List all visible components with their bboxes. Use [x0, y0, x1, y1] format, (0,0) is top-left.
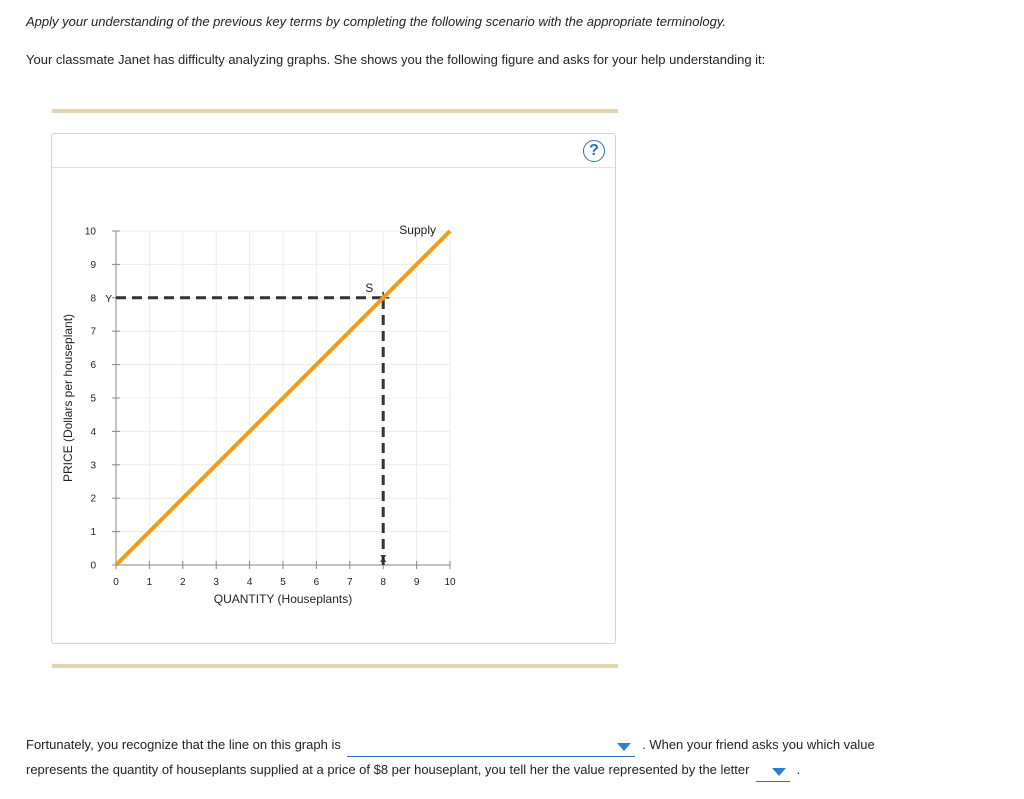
chart-labels [61, 223, 456, 606]
y-tick-label: 1 [90, 527, 96, 539]
line-type-dropdown[interactable] [347, 738, 635, 757]
graph-panel [51, 133, 616, 644]
y-tick-label: 5 [90, 393, 96, 405]
instructions-text: Apply your understanding of the previous key terms by completing the following scenario with the appropriate terminology. [26, 14, 726, 29]
x-tick-label: 6 [313, 577, 320, 588]
answer-text-2: . When your friend asks you which value [642, 737, 875, 752]
y-tick-label: 0 [90, 560, 96, 572]
x-tick-label: 8 [380, 577, 386, 588]
guide-label-y: Y [105, 293, 112, 305]
answer-text-1: Fortunately, you recognize that the line on this graph is [26, 737, 341, 752]
chevron-down-icon [772, 768, 786, 776]
y-tick-label: 10 [84, 226, 96, 238]
x-tick-label: 4 [246, 577, 253, 588]
chevron-down-icon [617, 743, 631, 751]
y-tick-label: 4 [90, 426, 96, 438]
x-tick-label: 0 [113, 577, 119, 588]
supply-line-label: Supply [399, 223, 436, 237]
y-tick-label: 8 [90, 293, 96, 305]
x-axis-title: QUANTITY (Houseplants) [213, 592, 353, 606]
question-text: Your classmate Janet has difficulty analyzing graphs. She shows you the following figure and asks for your help understanding it: [26, 52, 766, 67]
supply-chart [52, 134, 617, 645]
answer-text-3: represents the quantity of houseplants supplied at a price of $8 per houseplant, you tell her the value represented by the letter [26, 762, 750, 777]
y-tick-label: 3 [90, 460, 96, 472]
guide-label-x: X [379, 554, 387, 565]
x-tick-label: 10 [444, 577, 456, 588]
bottom-divider [52, 664, 618, 668]
x-tick-label: 7 [347, 577, 353, 588]
top-divider [52, 109, 618, 113]
y-tick-label: 2 [90, 493, 96, 505]
y-tick-label: 6 [90, 360, 96, 372]
y-axis-title: PRICE (Dollars per houseplant) [61, 313, 75, 483]
x-tick-label: 2 [180, 577, 186, 588]
help-icon[interactable]: ? [583, 140, 605, 162]
answer-text-4: . [796, 762, 801, 777]
y-tick-label: 9 [90, 259, 96, 271]
x-tick-label: 5 [280, 577, 286, 588]
y-tick-label: 7 [90, 326, 96, 338]
answer-paragraph [26, 732, 1006, 782]
point-label-s: S [365, 280, 374, 295]
x-tick-label: 1 [146, 577, 153, 588]
x-tick-label: 9 [413, 577, 420, 588]
x-tick-label: 3 [213, 577, 219, 588]
letter-dropdown[interactable] [756, 763, 790, 782]
